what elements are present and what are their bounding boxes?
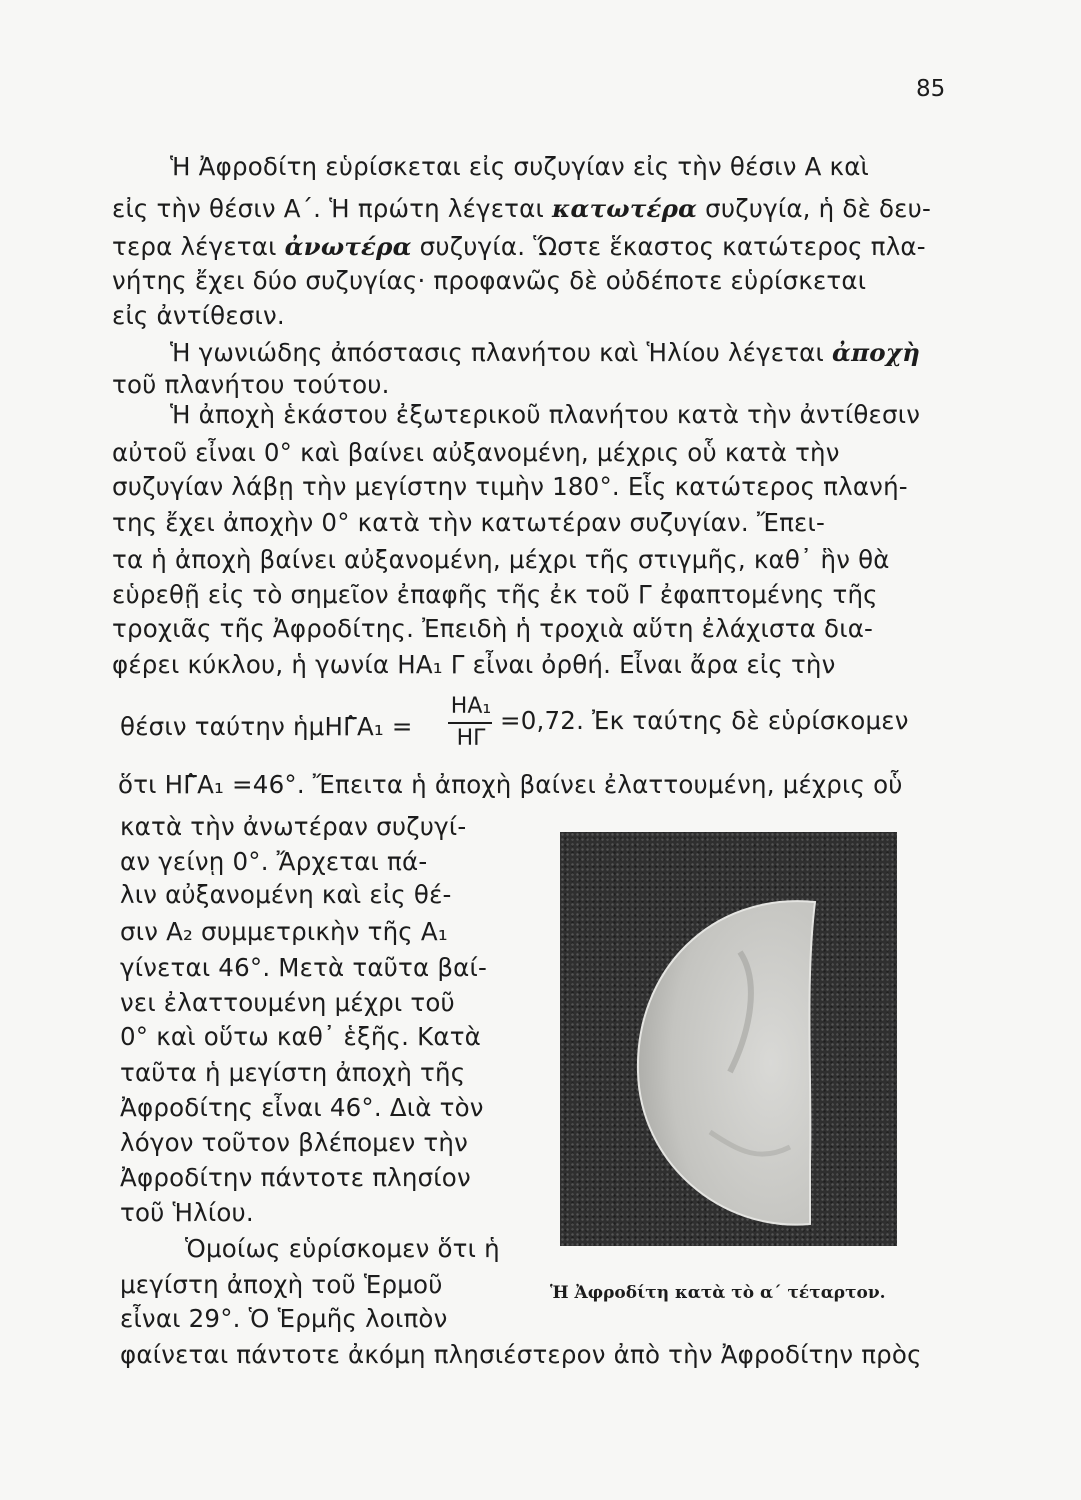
text-line: φαίνεται πάντοτε ἀκόμη πλησιέστερον ἀπὸ τὴν Ἀφροδίτην πρὸς bbox=[120, 1340, 922, 1369]
text-line: γίνεται 46°. Μετὰ ταῦτα βαί- bbox=[120, 953, 488, 982]
text-line bbox=[112, 232, 926, 261]
text-segment: εἰς τὴν θέσιν Α΄. Ἡ πρώτη λέγεται bbox=[112, 194, 544, 223]
text-line: 0° καὶ οὕτω καθ᾽ ἑξῆς. Κατὰ bbox=[120, 1022, 482, 1051]
text-segment: συζυγία, ἡ δὲ δευ- bbox=[705, 194, 932, 223]
text-line: φέρει κύκλου, ἡ γωνία ΗΑ₁ Γ εἶναι ὀρθή. Εἶναι ἄρα εἰς τὴν bbox=[112, 650, 836, 679]
text-line: κατὰ τὴν ἀνωτέραν συζυγί- bbox=[120, 812, 467, 841]
text-line: σιν Α₂ συμμετρικὴν τῆς Α₁ bbox=[120, 917, 448, 946]
text-line: λιν αὐξανομένη καὶ εἰς θέ- bbox=[120, 880, 452, 909]
text-line: Ἡ ἀποχὴ ἑκάστου ἐξωτερικοῦ πλανήτου κατὰ τὴν ἀντίθεσιν bbox=[170, 400, 921, 429]
venus-half-disc-icon bbox=[560, 832, 897, 1246]
term-anotera: ἀνωτέρα bbox=[284, 232, 412, 261]
figure-caption: Ἡ Ἀφροδίτη κατὰ τὸ α΄ τέταρτον. bbox=[550, 1283, 886, 1303]
term-apochi: ἀποχὴ bbox=[832, 338, 921, 367]
text-line: τοῦ Ἡλίου. bbox=[120, 1198, 254, 1227]
formula-suffix: =0,72. Ἐκ ταύτης δὲ εὑρίσκομεν bbox=[500, 706, 909, 735]
text-line: Ὁμοίως εὑρίσκομεν ὅτι ἡ bbox=[185, 1234, 500, 1263]
text-segment: Ἡ γωνιώδης ἀπόστασις πλανήτου καὶ Ἡλίου λέγεται bbox=[170, 338, 825, 367]
venus-photograph bbox=[560, 832, 897, 1246]
text-segment: συζυγία. Ὥστε ἕκαστος κατώτερος πλα- bbox=[419, 232, 926, 261]
text-line: μεγίστη ἀποχὴ τοῦ Ἑρμοῦ bbox=[120, 1270, 443, 1299]
text-line: Ἀφροδίτην πάντοτε πλησίον bbox=[120, 1163, 471, 1192]
text-line: συζυγίαν λάβῃ τὴν μεγίστην τιμὴν 180°. Εἷς κατώτερος πλανή- bbox=[112, 472, 908, 501]
text-line: νήτης ἔχει δύο συζυγίας· προφανῶς δὲ οὐδέποτε εὑρίσκεται bbox=[112, 266, 867, 295]
text-line: νει ἐλαττουμένη μέχρι τοῦ bbox=[120, 988, 455, 1017]
text-segment: τερα λέγεται bbox=[112, 232, 277, 261]
text-line: τροχιᾶς τῆς Ἀφροδίτης. Ἐπειδὴ ἡ τροχιὰ αὕτη ἐλάχιστα δια- bbox=[112, 614, 874, 643]
text-line: λόγον τοῦτον βλέπομεν τὴν bbox=[120, 1128, 468, 1157]
text-line: τοῦ πλανήτου τούτου. bbox=[112, 370, 390, 399]
text-line: ταῦτα ἡ μεγίστη ἀποχὴ τῆς bbox=[120, 1058, 466, 1087]
fraction-numerator: ΗΑ₁ bbox=[450, 694, 492, 719]
text-line: εἶναι 29°. Ὁ Ἑρμῆς λοιπὸν bbox=[120, 1304, 448, 1333]
text-line: εἰς ἀντίθεσιν. bbox=[112, 301, 285, 330]
formula-prefix: θέσιν ταύτην ἡμΗΓ̂Α₁ = bbox=[120, 712, 413, 741]
page-number: 85 bbox=[916, 76, 946, 102]
text-line: τα ἡ ἀποχὴ βαίνει αὐξανομένη, μέχρι τῆς στιγμῆς, καθ᾽ ἣν θὰ bbox=[112, 545, 890, 574]
text-line: αὐτοῦ εἶναι 0° καὶ βαίνει αὐξανομένη, μέχρις οὗ κατὰ τὴν bbox=[112, 438, 840, 467]
fraction-denominator: ΗΓ bbox=[456, 726, 486, 751]
text-line bbox=[170, 338, 920, 367]
text-line: Ἡ Ἀφροδίτη εὑρίσκεται εἰς συζυγίαν εἰς τὴν θέσιν Α καὶ bbox=[170, 152, 870, 181]
text-line: αν γείνῃ 0°. Ἄρχεται πά- bbox=[120, 847, 428, 876]
fraction-bar bbox=[448, 722, 492, 724]
text-line: ὅτι ΗΓ̂Α₁ =46°. Ἔπειτα ἡ ἀποχὴ βαίνει ἐλαττουμένη, μέχρις οὗ bbox=[118, 770, 903, 799]
text-line bbox=[112, 194, 931, 223]
text-line: της ἔχει ἀποχὴν 0° κατὰ τὴν κατωτέραν συζυγίαν. Ἔπει- bbox=[112, 508, 826, 537]
text-line: εὑρεθῇ εἰς τὸ σημεῖον ἐπαφῆς τῆς ἐκ τοῦ Γ ἐφαπτομένης τῆς bbox=[112, 580, 878, 609]
term-katotera: κατωτέρα bbox=[551, 194, 698, 223]
text-line: Ἀφροδίτης εἶναι 46°. Διὰ τὸν bbox=[120, 1093, 484, 1122]
